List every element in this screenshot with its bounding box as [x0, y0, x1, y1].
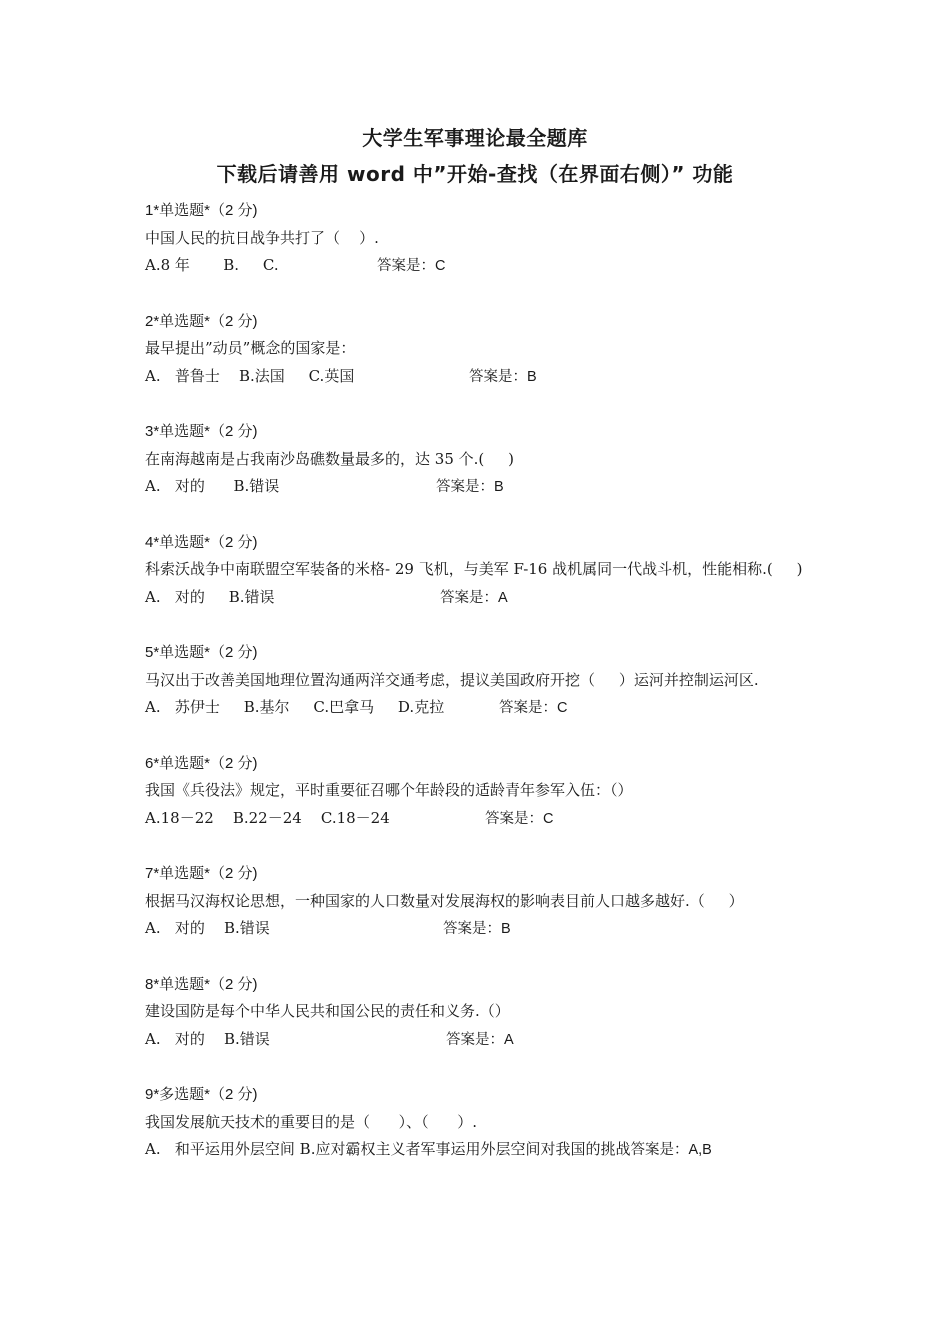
- question-options-row: [145, 805, 815, 834]
- question-header: 1*单选题*（2 分): [145, 202, 258, 219]
- question-options: A. 对的 B.错误: [145, 477, 280, 495]
- question-options-row: [145, 915, 815, 944]
- question-answer: 答案是：A: [446, 1031, 514, 1048]
- question-item: [145, 529, 815, 613]
- question-text: 马汉出于改善美国地理位置沟通两洋交通考虑，提议美国政府开挖（ ）运河并控制运河区.: [145, 670, 759, 689]
- question-answer: 答案是：A: [440, 589, 508, 606]
- question-text: 科索沃战争中南联盟空军装备的米格- 29 飞机，与美军 F-16 战机属同一代战斗机，性能相称.( ): [145, 560, 803, 578]
- question-item: [145, 418, 815, 502]
- question-options: A.8 年 B. C.: [145, 256, 279, 274]
- question-header: 4*单选题*（2 分): [145, 533, 258, 551]
- question-text: 建设国防是每个中华人民共和国公民的责任和义务.（）: [145, 1002, 510, 1020]
- document-subtitle: 下载后请善用 word 中”开始-查找（在界面右侧）” 功能: [216, 162, 734, 186]
- question-options: A. 对的 B.错误: [145, 1029, 270, 1048]
- question-header: 8*单选题*（2 分): [145, 975, 258, 993]
- question-item: [145, 1081, 815, 1165]
- question-options-row: [145, 584, 815, 613]
- question-item: [145, 971, 815, 1055]
- question-list: [145, 197, 815, 1192]
- question-options: A. 对的 B.错误: [145, 587, 275, 606]
- question-header: 5*单选题*（2 分): [145, 644, 258, 661]
- question-text: 在南海越南是占我南沙岛礁数量最多的，达 35 个.( ): [145, 449, 514, 468]
- question-options: A. 和平运用外层空间 B.应对霸权主义者军事运用外层空间对我国的挑战: [145, 1140, 631, 1158]
- question-header: 2*单选题*（2 分): [145, 312, 258, 330]
- question-text: 我国发展航天技术的重要目的是（ ）、（ ）.: [145, 1112, 477, 1131]
- question-options: A. 普鲁士 B.法国 C.英国: [145, 366, 355, 385]
- question-answer: 答案是：B: [443, 921, 511, 937]
- question-options-row: [145, 252, 815, 281]
- question-options-row: [145, 363, 815, 392]
- question-item: [145, 639, 815, 723]
- document-title: 大学生军事理论最全题库: [362, 126, 588, 150]
- question-item: [145, 197, 815, 281]
- question-options: A. 对的 B.错误: [145, 919, 270, 937]
- question-answer: 答案是：C: [377, 258, 446, 274]
- question-text: 最早提出”动员”概念的国家是：: [145, 339, 356, 357]
- question-options-row: [145, 694, 815, 723]
- question-answer: 答案是：B: [436, 479, 504, 495]
- question-text: 根据马汉海权论思想，一种国家的人口数量对发展海权的影响表目前人口越多越好.（ ）: [145, 891, 744, 910]
- question-options: A.18－22 B.22－24 C.18－24: [145, 808, 390, 827]
- question-answer: 答案是：C: [485, 810, 554, 827]
- question-header: 7*单选题*（2 分): [145, 865, 258, 882]
- question-options-row: [145, 1136, 815, 1165]
- question-answer: 答案是：A,B: [630, 1142, 712, 1158]
- question-item: [145, 750, 815, 834]
- question-item: [145, 308, 815, 392]
- question-text: 我国《兵役法》规定，平时重要征召哪个年龄段的适龄青年参军入伍：（）: [145, 781, 633, 799]
- question-header: 3*单选题*（2 分): [145, 423, 258, 440]
- question-answer: 答案是：B: [469, 368, 537, 385]
- question-answer: 答案是：C: [499, 700, 568, 716]
- question-options: A. 苏伊士 B.基尔 C.巴拿马 D.克拉: [145, 698, 445, 716]
- question-options-row: [145, 473, 815, 502]
- question-item: [145, 860, 815, 944]
- question-header: 6*单选题*（2 分): [145, 754, 258, 772]
- question-options-row: [145, 1026, 815, 1055]
- question-text: 中国人民的抗日战争共打了（ ）.: [145, 228, 379, 247]
- question-header: 9*多选题*（2 分): [145, 1086, 258, 1103]
